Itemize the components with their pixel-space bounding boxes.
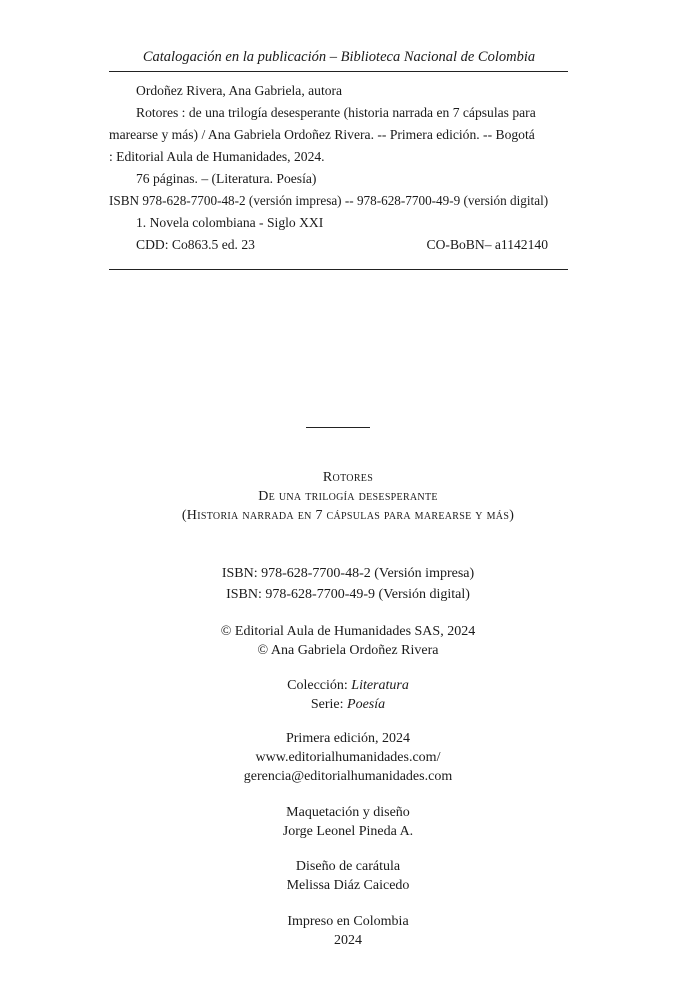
catalog-author: Ordoñez Rivera, Ana Gabriela, autora	[136, 83, 343, 98]
cover-credit-block	[0, 857, 696, 895]
layout-credit-block	[0, 803, 696, 841]
catalog-title-line-3: : Editorial Aula de Humanidades, 2024.	[109, 149, 325, 164]
catalog-top-rule	[109, 71, 568, 72]
catalog-cdd: CDD: Co863.5 ed. 23	[136, 237, 255, 252]
cover-credit-label: Diseño de carátula	[295, 859, 401, 874]
catalog-pages: 76 páginas. – (Literatura. Poesía)	[136, 171, 317, 186]
printed-year: 2024	[334, 933, 362, 948]
catalog-bottom-rule	[109, 269, 568, 270]
catalog-subject: 1. Novela colombiana - Siglo XXI	[136, 215, 324, 230]
catalog-code: CO-BoBN– a1142140	[426, 237, 548, 252]
cover-credit-name: Melissa Diáz Caicedo	[286, 878, 410, 893]
edition-line: Primera edición, 2024	[285, 731, 411, 746]
layout-credit-label: Maquetación y diseño	[286, 805, 410, 820]
isbn-block	[0, 563, 696, 605]
isbn-digital: ISBN: 978-628-7700-49-9 (Versión digital)	[226, 587, 470, 602]
collection-value: Literatura	[351, 678, 409, 693]
layout-credit-name: Jorge Leonel Pineda A.	[282, 824, 414, 839]
collection-block	[0, 676, 696, 714]
catalog-classification	[109, 234, 568, 256]
book-subtitle: De una trilogía desesperante	[258, 489, 438, 504]
catalog-title-line-1: Rotores : de una trilogía desesperante (historia narrada en 7 cápsulas para	[136, 105, 536, 120]
edition-email: gerencia@editorialhumanidades.com	[243, 769, 453, 784]
printed-block	[0, 912, 696, 950]
section-divider	[306, 427, 370, 428]
book-title: Rotores	[322, 470, 374, 485]
catalog-heading: Catalogación en la publicación – Biblioteca Nacional de Colombia	[142, 49, 536, 65]
book-title-block	[0, 468, 696, 525]
edition-web: www.editorialhumanidades.com/	[255, 750, 441, 765]
catalog-record	[109, 80, 568, 256]
series-label: Serie:	[310, 697, 348, 712]
catalog-isbn: ISBN 978-628-7700-48-2 (versión impresa) -- 978-628-7700-49-9 (versión digital)	[109, 193, 549, 208]
copyright-publisher: © Editorial Aula de Humanidades SAS, 2024	[220, 624, 476, 639]
series-line	[0, 695, 696, 714]
copyright-author: © Ana Gabriela Ordoñez Rivera	[257, 643, 439, 658]
book-subtitle-2: (Historia narrada en 7 cápsulas para marearse y más)	[181, 508, 515, 523]
isbn-print: ISBN: 978-628-7700-48-2 (Versión impresa)	[221, 566, 475, 581]
printed-label: Impreso en Colombia	[287, 914, 409, 929]
catalog-title-line-2: marearse y más) / Ana Gabriela Ordoñez Rivera. -- Primera edición. -- Bogotá	[109, 127, 535, 142]
collection-label: Colección:	[287, 678, 352, 693]
series-value: Poesía	[347, 697, 386, 712]
collection-line	[0, 676, 696, 695]
copyright-block	[0, 622, 696, 660]
edition-block	[0, 729, 696, 786]
